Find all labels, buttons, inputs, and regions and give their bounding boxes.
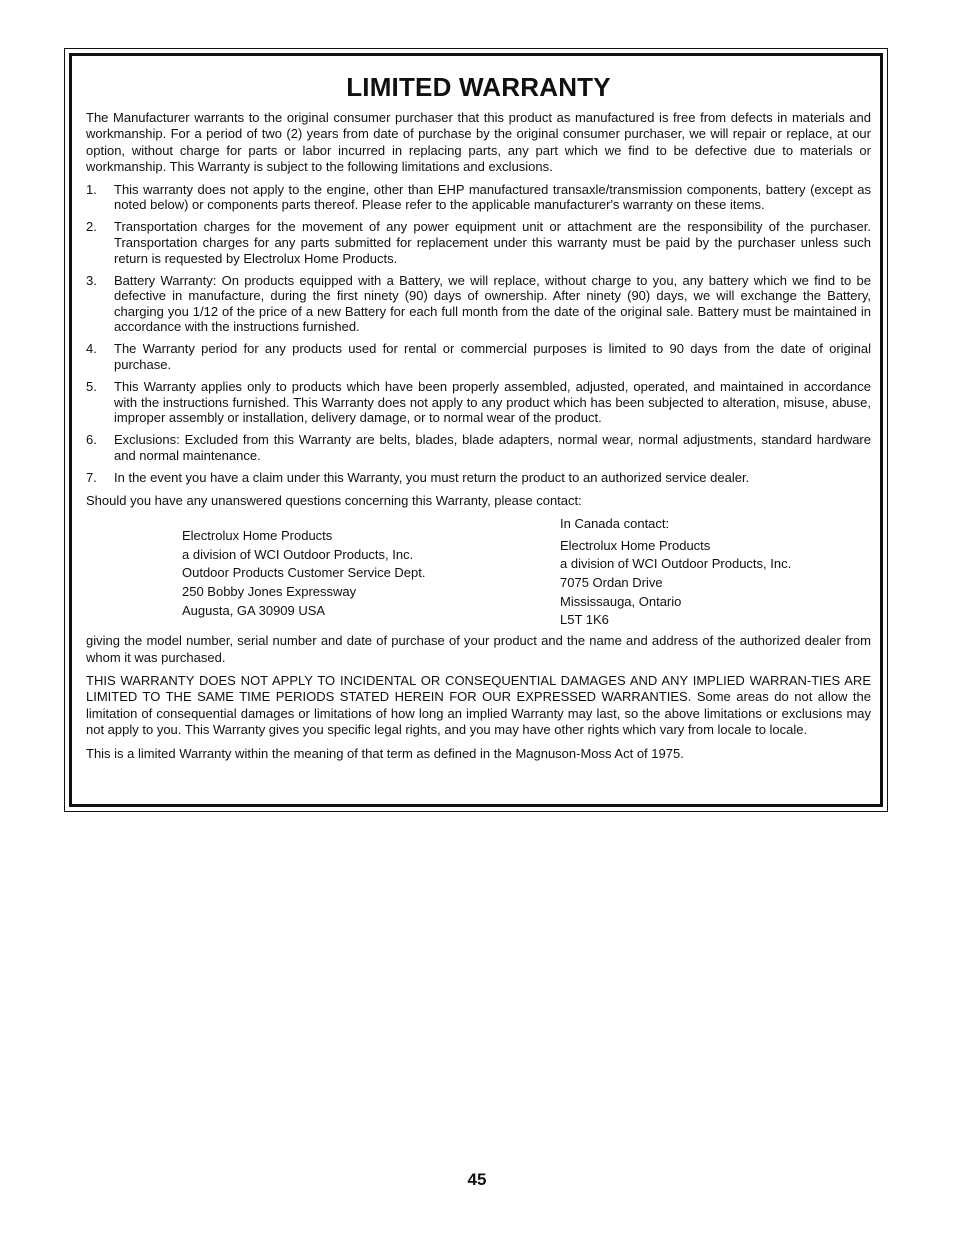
item-text: Transportation charges for the movement of any power equipment unit or attachment are the responsibility of the purchaser. Transportation charges for any parts submitted for replacement under this warranty must be paid by the purchaser unless such return is requested by Electrolux Home Products. — [114, 219, 871, 266]
limitation-item — [86, 182, 871, 213]
limitations-list — [86, 182, 871, 486]
canada-address-line: 7075 Ordan Drive — [560, 574, 663, 590]
limitation-item — [86, 341, 871, 372]
canada-address-line: Mississauga, Ontario — [560, 593, 682, 609]
limitation-item — [86, 470, 871, 486]
giving-details-paragraph: giving the model number, serial number and date of purchase of your product and the name and address of the authorized dealer from whom it was purchased. — [86, 633, 871, 665]
canada-contact-label: In Canada contact: — [560, 516, 670, 532]
limitation-item — [86, 432, 871, 463]
item-number: 7. — [86, 470, 97, 486]
item-text: Exclusions: Excluded from this Warranty are belts, blades, blade adapters, normal wear, normal adjustments, standard hardware and normal maintenance. — [114, 432, 871, 464]
canada-address-line: Electrolux Home Products — [560, 537, 711, 553]
us-address — [182, 527, 426, 620]
page-number: 45 — [467, 1170, 487, 1189]
item-text: Battery Warranty: On products equipped with a Battery, we will replace, without charge to you, any battery which we find to be defective in manufacture, during the first ninety (90) days of ownership. After ninety (90) days, we will exchange the Battery, charging you 1/12 of the price of a new Battery for each full month from the date of the original sale. Battery must be maintained in accordance with the instructions furnished. — [114, 272, 871, 335]
warranty-intro-paragraph: The Manufacturer warrants to the original consumer purchaser that this product as manufactured is free from defects in materials and workmanship. For a period of two (2) years from date of purchase by the original consumer purchaser, we will repair or replace, at our option, without charge for parts or labor incurred in replacing parts, any part which we find to be defective due to materials or workmanship. This Warranty is subject to the following limitations and exclusions. — [86, 110, 871, 175]
item-text: This Warranty applies only to products which have been properly assembled, adjusted, operated, and maintained in accordance with the instructions furnished. This Warranty does not apply to any product which has been subjected to alteration, misuse, abuse, improper assembly or installation, delivery damage, or to normal wear of the product. — [114, 379, 871, 426]
item-number: 3. — [86, 272, 97, 288]
item-text: This warranty does not apply to the engine, other than EHP manufactured transaxle/transmission components, battery (except as noted below) or components parts thereof. Please refer to the applicable manufacturer's warranty on these items. — [114, 181, 871, 213]
limitation-item — [86, 219, 871, 266]
item-number: 5. — [86, 379, 97, 395]
canada-address — [560, 515, 791, 630]
us-address-line: 250 Bobby Jones Expressway — [182, 583, 357, 599]
magnuson-moss-statement: This is a limited Warranty within the meaning of that term as defined in the Magnuson-Moss Act of 1975. — [86, 745, 684, 761]
us-address-line: a division of WCI Outdoor Products, Inc. — [182, 546, 414, 562]
item-number: 2. — [86, 219, 97, 235]
item-number: 6. — [86, 432, 97, 448]
warranty-content — [86, 72, 871, 762]
item-number: 1. — [86, 181, 97, 197]
canada-address-line: a division of WCI Outdoor Products, Inc. — [560, 556, 792, 572]
contact-intro: Should you have any unanswered questions concerning this Warranty, please contact: — [86, 492, 582, 508]
contact-addresses — [86, 513, 871, 631]
item-text: In the event you have a claim under this Warranty, you must return the product to an authorized service dealer. — [114, 470, 750, 486]
us-address-line: Augusta, GA 30909 USA — [182, 602, 326, 618]
page-title: LIMITED WARRANTY — [346, 72, 611, 102]
warranty-box-outer-border — [64, 48, 888, 812]
item-number: 4. — [86, 341, 97, 357]
item-text: The Warranty period for any products used for rental or commercial purposes is limited to 90 days from the date of original purchase. — [114, 341, 871, 373]
canada-address-line: L5T 1K6 — [560, 612, 609, 628]
warranty-box-inner-border — [69, 53, 883, 807]
us-address-line: Outdoor Products Customer Service Dept. — [182, 565, 426, 581]
limitation-item — [86, 273, 871, 335]
limitation-item — [86, 379, 871, 426]
us-address-line: Electrolux Home Products — [182, 528, 333, 544]
disclaimer-paragraph: THIS WARRANTY DOES NOT APPLY TO INCIDENTAL OR CONSEQUENTIAL DAMAGES AND ANY IMPLIED WARRAN-TIES ARE LIMITED TO THE SAME TIME PERIODS STATED HEREIN FOR OUR EXPRESSED WARRANTIES. Some areas do not allow the limitation of consequential damages or limitations of how long an implied Warranty may last, so the above limitations or exclusions may not apply to you. This Warranty gives you specific legal rights, and you may have other rights which vary from locale to locale. — [86, 672, 871, 738]
